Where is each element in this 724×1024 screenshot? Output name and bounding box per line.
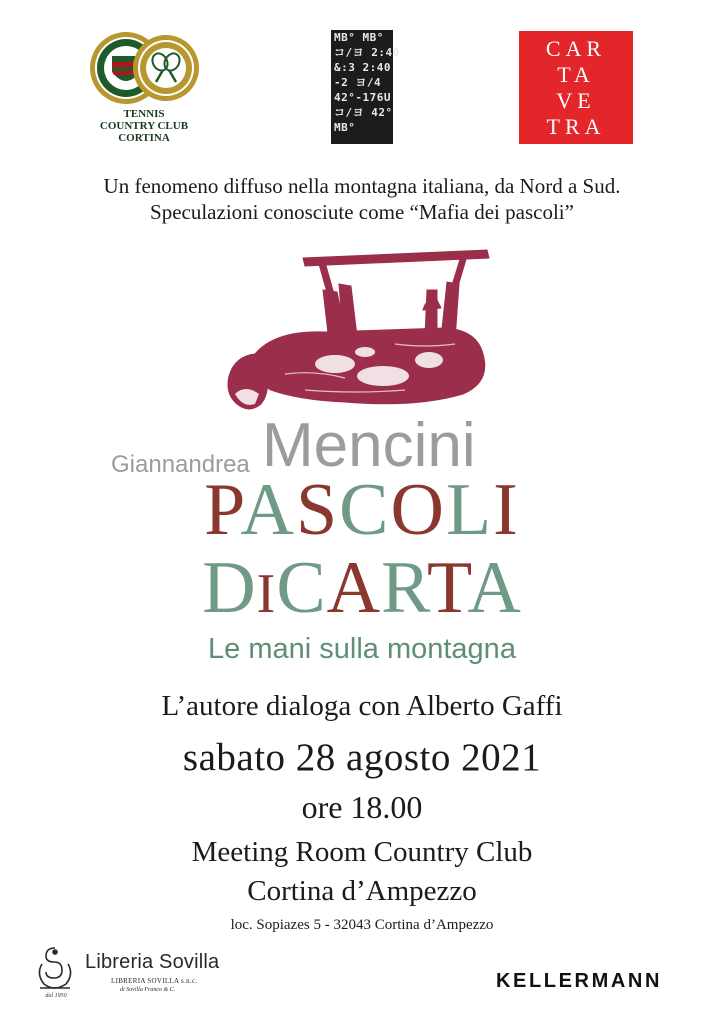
title-letter: R — [381, 547, 428, 629]
title-letter: A — [240, 469, 296, 551]
title-letter: S — [296, 469, 340, 551]
mb-logo-row: コ/ヨ 42° — [334, 106, 393, 119]
tennis-country-club-logo — [88, 28, 200, 148]
title-letter: C — [339, 469, 391, 551]
intro-line-1: Un fenomeno diffuso nella montagna italiana, da Nord a Sud. — [103, 174, 621, 198]
book-subtitle: Le mani sulla montagna — [208, 633, 516, 665]
intro-line-2: Speculazioni conosciute come “Mafia dei pascoli” — [150, 200, 574, 224]
libreria-established: dal 1950 — [45, 993, 67, 999]
mb-logo-row: MB° MB° — [334, 31, 384, 44]
title-letter: I — [493, 469, 520, 551]
author-first-name: Giannandrea — [111, 451, 250, 478]
title-letter: A — [467, 547, 522, 629]
event-venue: Meeting Room Country Club — [191, 836, 533, 868]
cartavetrata-line: VE — [556, 88, 596, 113]
title-letter: D — [202, 547, 257, 629]
cartavetrata-logo — [519, 31, 633, 165]
libreria-name: Libreria Sovilla — [85, 951, 220, 973]
tennis-club-emblem-icon — [88, 28, 200, 108]
mb-logo-row: &:3 2:40 — [334, 61, 391, 74]
title-letter: L — [445, 469, 494, 551]
title-letter: T — [427, 547, 468, 629]
book-title-line-2 — [0, 547, 724, 630]
event-dialog-line: L’autore dialoga con Alberto Gaffi — [161, 690, 563, 722]
title-letter: C — [276, 547, 327, 629]
mb-logo-row: 42°-176U — [334, 91, 391, 104]
mb-logo-row: コ/ヨ 2:40 — [334, 46, 400, 59]
libreria-company: LIBRERIA SOVILLA s.n.c. — [111, 977, 198, 985]
cartavetrata-line: TA — [557, 140, 595, 165]
title-letter: A — [326, 547, 382, 629]
cartavetrata-line: CAR — [545, 36, 607, 61]
title-letter: O — [390, 469, 446, 551]
event-date: sabato 28 agosto 2021 — [182, 736, 542, 779]
libreria-owner: di Sovilla Franco & C. — [120, 987, 176, 993]
mb-logo-row: -2 ヨ/4 — [334, 76, 382, 89]
kellermann-logo: KELLERMANN — [496, 970, 662, 992]
bookshop-monogram-icon — [32, 944, 78, 994]
tennis-club-name: TENNIS COUNTRY CLUB CORTINA — [99, 108, 189, 144]
book-title-line-1 — [0, 469, 724, 551]
title-letter: P — [204, 469, 241, 551]
author-last-name: Mencini — [262, 411, 476, 480]
cartavetrata-line: TA — [557, 62, 595, 87]
hanging-cow-icon — [215, 244, 507, 420]
event-location: Cortina d’Ampezzo — [247, 875, 477, 907]
mb-logo-row: MB° — [334, 121, 356, 134]
title-letter: I — [256, 563, 277, 625]
event-time: ore 18.00 — [301, 789, 423, 825]
woodcut-illustration — [215, 244, 507, 420]
mb-logo — [331, 30, 400, 144]
event-address: loc. Sopiazes 5 - 32043 Cortina d’Ampezzo — [230, 917, 494, 933]
cartavetrata-line: TRA — [546, 114, 606, 139]
